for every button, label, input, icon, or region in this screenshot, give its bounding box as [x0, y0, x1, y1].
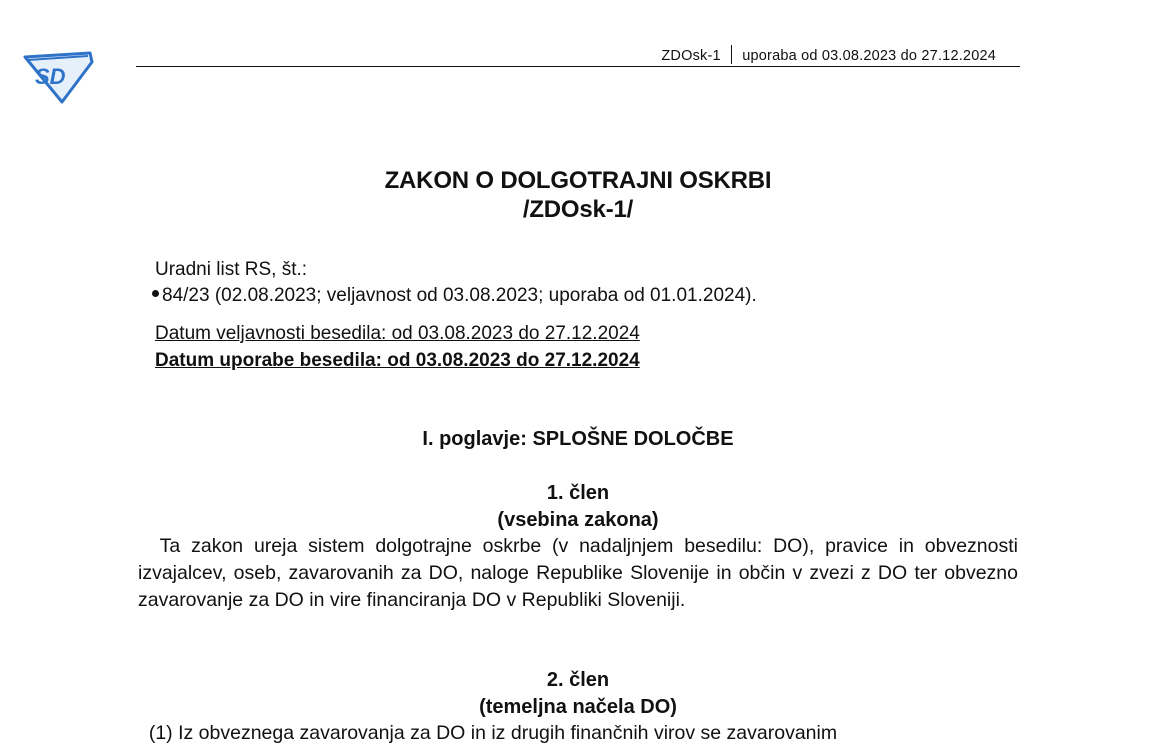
article-subject: (temeljna načela DO) [479, 696, 677, 718]
gazette-item-text: 84/23 (02.08.2023; veljavnost od 03.08.2023; uporaba od 01.01.2024). [162, 285, 757, 306]
svg-text:SD: SD [35, 64, 66, 89]
header-law-code: ZDOsk-1 [661, 48, 721, 64]
page-header [136, 45, 1020, 67]
article-2-body: (1) Iz obveznega zavarovanja za DO in iz drugih finančnih virov se zavarovanim [148, 722, 838, 744]
header-separator [731, 45, 733, 64]
gazette-list-item [152, 283, 757, 309]
logo [22, 48, 96, 104]
validity-dates [155, 320, 640, 374]
article-1-body: Ta zakon ureja sistem dolgotrajne oskrbe (v nadaljnjem besedilu: DO), pravice in obveznosti izvajalcev, oseb, zavarovanih za DO, naloge Republike Slovenije in občin v zvezi z DO ter obvezno zavarovanje za DO in vire financiranja DO v Republiki Sloveniji. [138, 535, 1018, 611]
gazette-label: Uradni list RS, št.: [155, 259, 308, 280]
header-usage-period: uporaba od 03.08.2023 do 27.12.2024 [742, 48, 996, 64]
article-subject: (vsebina zakona) [497, 509, 659, 531]
article-number: 1. člen [546, 482, 610, 504]
article-1-heading [136, 480, 1020, 534]
article-2-heading [136, 667, 1020, 721]
article-1-text [138, 533, 1018, 614]
title-line-2: /ZDOsk-1/ [522, 196, 634, 223]
usage-date-text: Datum uporabe besedila: od 03.08.2023 do 27.12.2024 [155, 350, 640, 371]
chapter-title: I. poglavje: SPLOŠNE DOLOČBE [422, 428, 734, 450]
validity-date-text: Datum veljavnosti besedila: od 03.08.2023 do 27.12.2024 [155, 323, 640, 344]
title-line-1: ZAKON O DOLGOTRAJNI OSKRBI [384, 167, 772, 194]
document-title [136, 166, 1020, 224]
header-text [661, 45, 996, 64]
article-number: 2. člen [546, 669, 610, 691]
bullet-icon [152, 290, 159, 297]
